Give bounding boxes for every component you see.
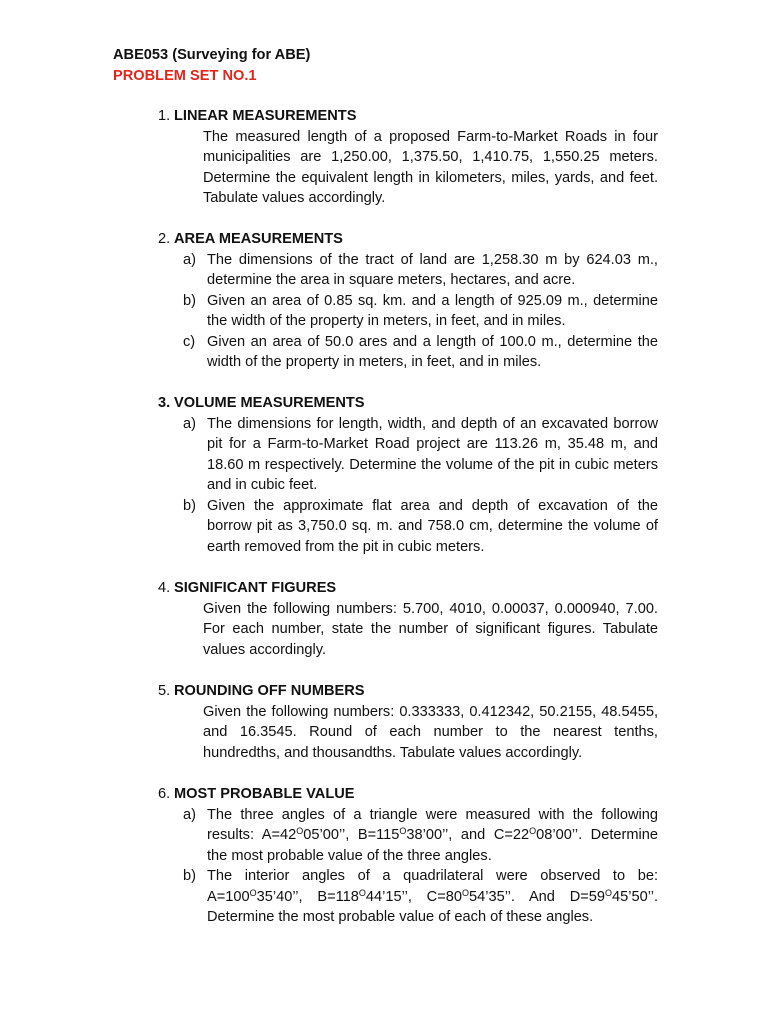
section-number: 5. (158, 683, 171, 699)
section-number: 1. (158, 108, 171, 124)
problem-set-title: PROBLEM SET NO.1 (113, 68, 257, 84)
section-title: LINEAR MEASUREMENTS (174, 108, 357, 124)
section-title: SIGNIFICANT FIGURES (174, 580, 337, 596)
degree-symbol: O (358, 887, 366, 898)
item-label: a) (183, 806, 196, 823)
degree-symbol: O (461, 887, 469, 898)
item-label: b) (183, 497, 196, 514)
section-text: Given the following numbers: 0.333333, 0.412342, 50.2155, 48.5455, and 16.3545. Round of each number to the nearest tenths, hundredths, and thousandths. Tabulate values accordingly. (203, 703, 658, 761)
section-number: 2. (158, 231, 171, 247)
item-label: b) (183, 292, 196, 309)
course-title: ABE053 (Surveying for ABE) (113, 47, 311, 63)
section-title: MOST PROBABLE VALUE (174, 786, 355, 802)
degree-symbol: O (529, 826, 537, 836)
item-text: The dimensions of the tract of land are 1,258.30 m by 624.03 m., determine the area in square meters, hectares, and acre. (207, 251, 658, 288)
item-text: Given an area of 0.85 sq. km. and a length of 925.09 m., determine the width of the property in meters, in feet, and in miles. (207, 292, 658, 329)
section-number: 4. (158, 580, 171, 596)
section-rounding-off-numbers (158, 681, 658, 763)
section-area-measurements (158, 229, 658, 373)
section-linear-measurements (158, 106, 658, 209)
item-label: a) (183, 415, 196, 432)
list-item (183, 291, 658, 332)
item-label: a) (183, 251, 196, 268)
section-title: VOLUME MEASUREMENTS (174, 395, 365, 411)
item-text: The three angles of a triangle were measured with the following results: $A=42^O05’00$’’, $B=115^O38’00$’’, and $C=22^O08’00$’’. Determine the most probable value of the three angles. (207, 806, 658, 864)
list-item (183, 496, 658, 558)
section-volume-measurements (158, 393, 658, 557)
degree-symbol: O (399, 826, 407, 836)
section-most-probable-value (158, 784, 658, 928)
item-label: c) (183, 333, 196, 350)
list-item (183, 332, 658, 373)
degree-symbol: O (605, 887, 613, 898)
section-title: ROUNDING OFF NUMBERS (174, 683, 365, 699)
degree-symbol: O (296, 826, 304, 836)
item-text: Given an area of 50.0 ares and a length of 100.0 m., determine the width of the property in meters, in feet, and in miles. (207, 333, 658, 370)
section-significant-figures (158, 578, 658, 660)
list-item (183, 805, 658, 867)
section-number: 3. (158, 395, 171, 411)
item-text: The dimensions for length, width, and depth of an excavated borrow pit for a Farm-to-Market Road project are 113.26 m, 35.48 m, and 18.60 m respectively. Determine the volume of the pit in cubic meters and in cubic feet. (207, 415, 658, 493)
section-text: Given the following numbers: 5.700, 4010, 0.00037, 0.000940, 7.00. For each number, state the number of significant figures. Tabulate values accordingly. (203, 600, 658, 658)
item-label: b) (183, 868, 196, 884)
list-item (183, 250, 658, 291)
list-item (183, 414, 658, 496)
item-text: The interior angles of a quadrilateral were observed to be: $A=100^O35’40$’’, $B=118^O44’15$’’, $C=80^O54’35$’’. And $D=59^O45’50$’’. Determine the most probable value of each of these angles. (207, 868, 658, 925)
section-title: AREA MEASUREMENTS (174, 231, 343, 247)
degree-symbol: O (249, 887, 257, 898)
section-number: 6. (158, 786, 171, 802)
item-text: Given the approximate flat area and depth of excavation of the borrow pit as 3,750.0 sq. m. and 758.0 cm, determine the volume of earth removed from the pit in cubic meters. (207, 497, 658, 555)
list-item (183, 866, 658, 928)
section-text: The measured length of a proposed Farm-to-Market Roads in four municipalities are 1,250.00, 1,375.50, 1,410.75, 1,550.25 meters. Determine the equivalent length in kilometers, miles, yards, and feet. Tabulate values accordingly. (203, 128, 658, 206)
